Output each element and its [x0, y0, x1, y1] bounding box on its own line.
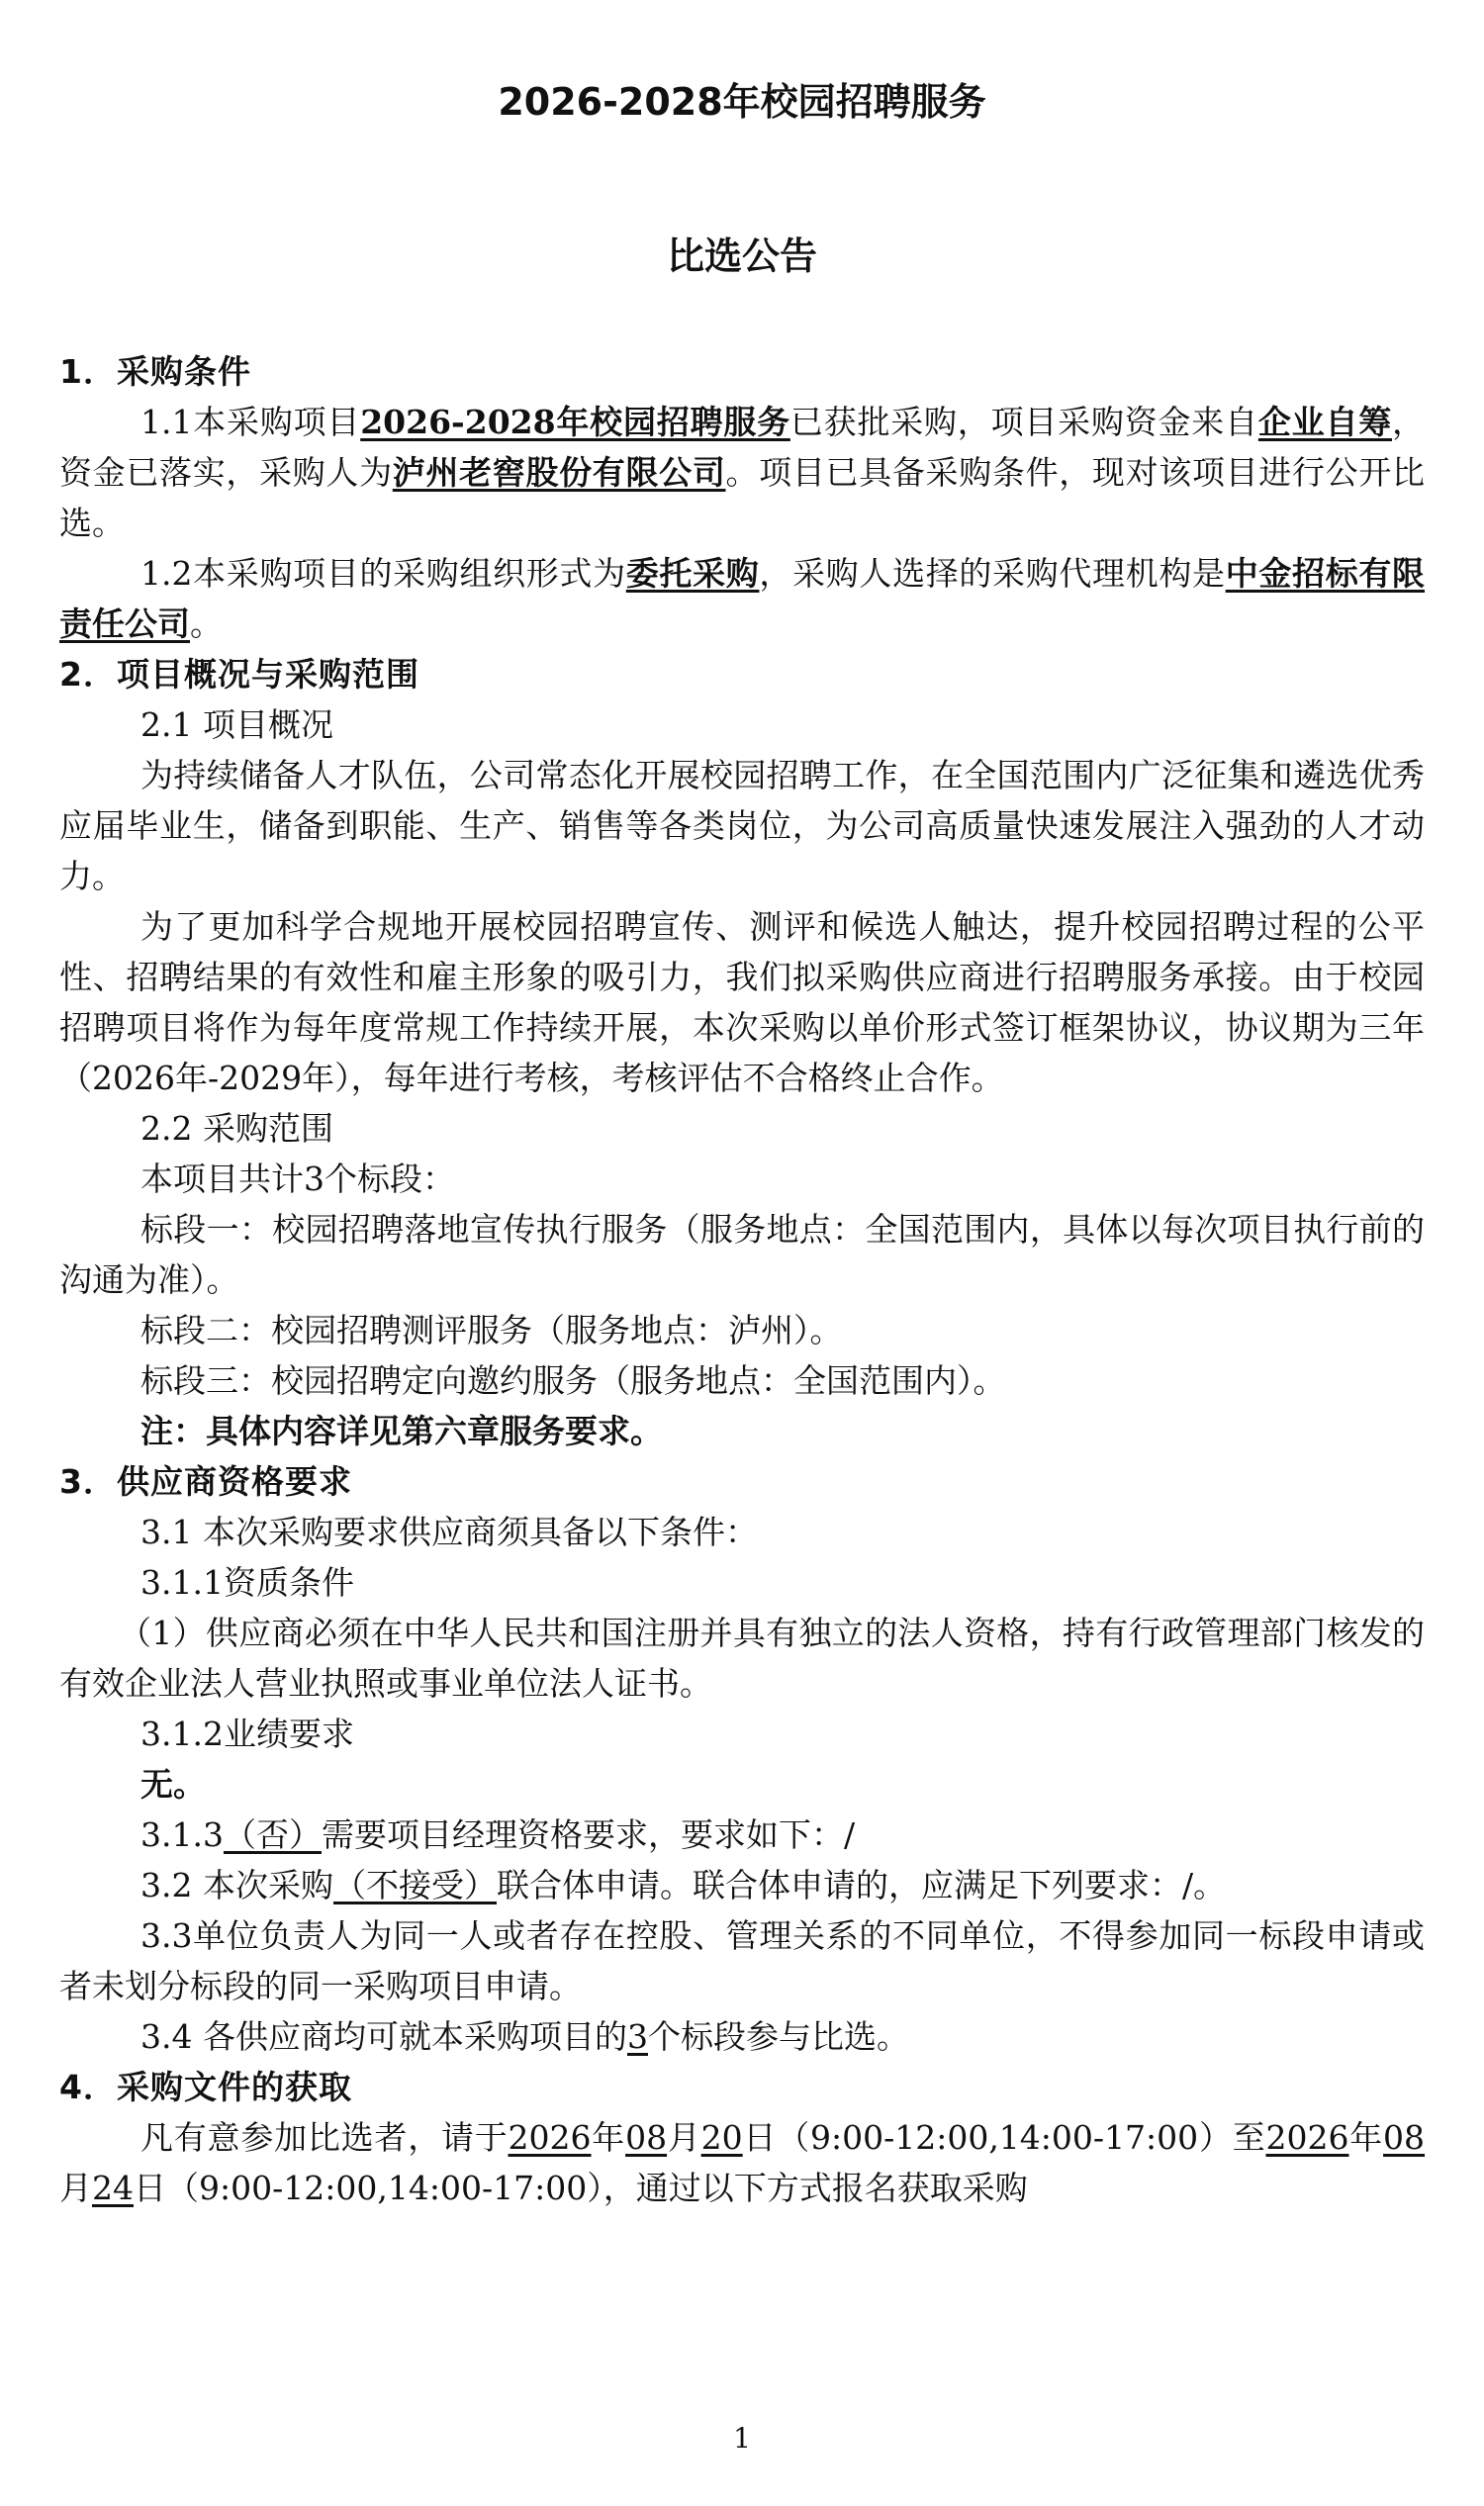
document-title: 2026-2028年校园招聘服务 — [498, 80, 986, 124]
paragraph-3-4: 3.4 各供应商均可就本采购项目的3个标段参与比选。 — [140, 2017, 909, 2056]
agency-name: 中金招标有限责任公司 — [59, 554, 1426, 643]
section-3-heading: 3．供应商资格要求 — [59, 1462, 352, 1501]
document-subtitle: 比选公告 — [666, 234, 817, 278]
paragraph-3-3: 3.3单位负责人为同一人或者存在控股、管理关系的不同单位，不得参加同一标段申请或者未划分标段的同一采购项目申请。 — [59, 1916, 1425, 2005]
end-year: 2026 — [1265, 2118, 1349, 2157]
qualification-text: （1）供应商必须在中华人民共和国注册并具有独立的法人资格，持有行政管理部门核发的有效企业法人营业执照或事业单位法人证书。 — [59, 1614, 1425, 1703]
project-name: 2026-2028年校园招聘服务 — [360, 403, 790, 441]
subsection-2-2: 2.2 采购范围 — [140, 1109, 333, 1148]
purchaser-name: 泸州老窖股份有限公司 — [392, 453, 726, 492]
consortium-flag: （不接受） — [332, 1866, 497, 1904]
document-body — [59, 346, 1425, 2213]
start-day: 20 — [700, 2118, 743, 2157]
performance-requirement-value: 无。 — [140, 1765, 206, 1804]
overview-paragraph-2: 为了更加科学合规地开展校园招聘宣传、测评和候选人触达，提升校园招聘过程的公平性、招聘结果的有效性和雇主形象的吸引力，我们拟采购供应商进行招聘服务承接。由于校园招聘项目将作为每年度常规工作持续开展，本次采购以单价形式签订框架协议，协议期为三年（2026年-2029年），每年进行考核，考核评估不合格终止合作。 — [59, 907, 1425, 1097]
fund-source: 企业自筹 — [1257, 403, 1393, 441]
lot-2: 标段二：校园招聘测评服务（服务地点：泸州）。 — [140, 1311, 843, 1349]
paragraph-4-1: 凡有意参加比选者，请于2026年08月20日（9:00-12:00,14:00-17:00）至2026年08月24日（9:00-12:00,14:00-17:00），通过以下方式报名获取采购 — [59, 2118, 1426, 2207]
lot-3: 标段三：校园招聘定向邀约服务（服务地点：全国范围内）。 — [140, 1361, 1006, 1400]
section-1-heading: 1．采购条件 — [59, 352, 251, 391]
section-4-heading: 4．采购文件的获取 — [59, 2068, 352, 2106]
lot-count: 本项目共计3个标段： — [140, 1160, 455, 1198]
paragraph-3-1-1: 3.1.1资质条件 — [140, 1563, 354, 1602]
page-number: 1 — [733, 2422, 751, 2455]
paragraph-3-1-2: 3.1.2业绩要求 — [140, 1715, 354, 1753]
paragraph-1-1: 1.1本采购项目2026-2028年校园招聘服务已获批采购，项目采购资金来自企业自筹，资金已落实，采购人为泸州老窖股份有限公司。项目已具备采购条件，现对该项目进行公开比选。 — [59, 403, 1426, 542]
procurement-form: 委托采购 — [625, 554, 760, 593]
section-2-heading: 2．项目概况与采购范围 — [59, 655, 419, 694]
start-year: 2026 — [508, 2118, 592, 2157]
subsection-2-1: 2.1 项目概况 — [140, 705, 333, 744]
lot-1: 标段一：校园招聘落地宣传执行服务（服务地点：全国范围内，具体以每次项目执行前的沟通为准）。 — [59, 1210, 1425, 1299]
paragraph-1-2: 1.2本采购项目的采购组织形式为委托采购，采购人选择的采购代理机构是中金招标有限责任公司。 — [59, 554, 1426, 643]
scope-note: 注：具体内容详见第六章服务要求。 — [140, 1412, 663, 1450]
end-day: 24 — [92, 2169, 134, 2207]
paragraph-3-1: 3.1 本次采购要求供应商须具备以下条件： — [140, 1513, 758, 1551]
end-month: 08 — [1383, 2118, 1426, 2157]
start-month: 08 — [625, 2118, 668, 2157]
overview-paragraph-1: 为持续储备人才队伍，公司常态化开展校园招聘工作，在全国范围内广泛征集和遴选优秀应届毕业生，储备到职能、生产、销售等各类岗位，为公司高质量快速发展注入强劲的人才动力。 — [59, 756, 1425, 895]
lot-count-value: 3 — [626, 2017, 648, 2056]
manager-requirement-flag: （否） — [223, 1815, 322, 1854]
paragraph-3-2: 3.2 本次采购（不接受）联合体申请。联合体申请的，应满足下列要求：/。 — [140, 1866, 1227, 1904]
paragraph-3-1-3: 3.1.3（否）需要项目经理资格要求，要求如下：/ — [140, 1815, 856, 1854]
